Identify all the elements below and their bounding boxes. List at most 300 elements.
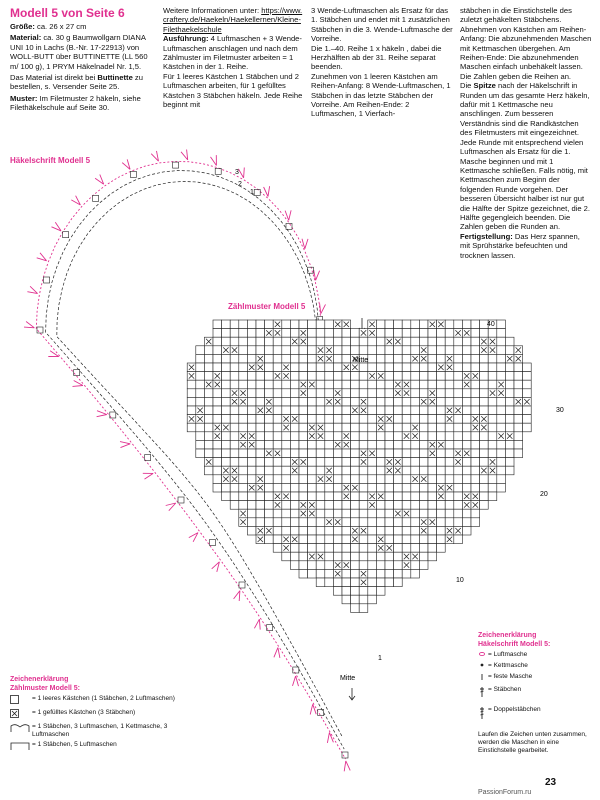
lace-border-square [145, 455, 151, 461]
grid-cell [385, 354, 394, 363]
grid-cell [497, 329, 506, 338]
grid-cell [394, 320, 403, 329]
grid-cell [462, 337, 471, 346]
grid-cell [256, 432, 265, 441]
grid-cell [471, 440, 480, 449]
grid-cell [394, 578, 403, 587]
grid-cell [316, 518, 325, 527]
grid-cell [187, 397, 196, 406]
grid-cell [308, 544, 317, 553]
lace-border-square [286, 223, 292, 229]
grid-cell [385, 518, 394, 527]
grid-cell [359, 501, 368, 510]
grid-cell [308, 329, 317, 338]
grid-cell [290, 483, 299, 492]
grid-cell [204, 389, 213, 398]
grid-cell [299, 354, 308, 363]
grid-cell [402, 449, 411, 458]
grid-cell [514, 380, 523, 389]
grid-cell [359, 475, 368, 484]
grid-cell [462, 423, 471, 432]
grid-cell [376, 501, 385, 510]
lace-fan [293, 676, 299, 686]
grid-cell [256, 346, 265, 355]
grid-cell [256, 449, 265, 458]
grid-cell [488, 372, 497, 381]
grid-cell [419, 492, 428, 501]
grid-cell [265, 432, 274, 441]
grid-cell [359, 483, 368, 492]
grid-cell [419, 458, 428, 467]
grid-cell [222, 389, 231, 398]
lace-fan [95, 175, 104, 185]
grid-cell [204, 406, 213, 415]
grid-cell [454, 518, 463, 527]
grid-cell [213, 337, 222, 346]
grid-cell [368, 380, 377, 389]
grid-cell [299, 406, 308, 415]
grid-cell [342, 458, 351, 467]
grid-cell [247, 458, 256, 467]
grid-cell [402, 535, 411, 544]
mitte-arrow [349, 688, 355, 700]
grid-cell [411, 458, 420, 467]
legend-right-title-1: Zeichenerklärung [478, 632, 537, 639]
grid-cell [196, 372, 205, 381]
grid-cell [368, 552, 377, 561]
grid-cell [402, 397, 411, 406]
grid-cell [411, 346, 420, 355]
grid-cell [359, 544, 368, 553]
grid-cell [213, 415, 222, 424]
grid-cell [308, 475, 317, 484]
grid-cell [282, 346, 291, 355]
grid-cell [428, 329, 437, 338]
grid-cell [402, 372, 411, 381]
col4-paragraph-3: Fertigstellung: Das Herz spannen, mit Sprühstärke befeuchten und trocknen lassen. [460, 231, 580, 260]
grid-cell [308, 346, 317, 355]
grid-cell [419, 372, 428, 381]
grid-cell [247, 449, 256, 458]
craftery-link[interactable]: https://www.craftery.de/Haekeln/Haekellernen/Kleine-Filethaekelschule [163, 6, 303, 34]
grid-cell [471, 337, 480, 346]
grid-cell [308, 483, 317, 492]
grid-cell [222, 320, 231, 329]
grid-cell [359, 380, 368, 389]
grid-cell [239, 475, 248, 484]
grid-cell [359, 363, 368, 372]
grid-cell [265, 389, 274, 398]
grid-cell [351, 449, 360, 458]
grid-cell [462, 346, 471, 355]
grid-cell [385, 346, 394, 355]
grid-cell [402, 526, 411, 535]
grid-cell [385, 526, 394, 535]
lace-fan [24, 322, 34, 328]
grid-cell [428, 501, 437, 510]
grid-cell [325, 552, 334, 561]
grid-cell [316, 483, 325, 492]
grid-cell [247, 415, 256, 424]
grid-cell [342, 449, 351, 458]
grid-cell [394, 544, 403, 553]
grid-cell [333, 458, 342, 467]
grid-cell [222, 440, 231, 449]
grid-cell [222, 329, 231, 338]
lace-border-square [44, 277, 50, 283]
grid-cell [505, 458, 514, 467]
grid-cell [351, 552, 360, 561]
grid-cell [445, 372, 454, 381]
grid-cell [445, 329, 454, 338]
grid-cell [316, 578, 325, 587]
grid-cell [505, 415, 514, 424]
grid-cell [385, 380, 394, 389]
grid-cell [437, 535, 446, 544]
grid-cell [480, 406, 489, 415]
grid-cell [316, 363, 325, 372]
grid-cell [402, 492, 411, 501]
grid-cell [368, 509, 377, 518]
grid-cell [213, 406, 222, 415]
grid-cell [196, 389, 205, 398]
grid-cell [342, 466, 351, 475]
grid-cell [290, 346, 299, 355]
mitte-bottom-label: Mitte [340, 675, 356, 682]
grid-cell [342, 578, 351, 587]
col3-paragraph-3: Zunehmen von 1 leeren Kästchen am Reihen-Anfang: 8 Wende-Luftmaschen, 1 Stäbchen in das letzte Stäbchen der Vorreihe. Am Reihen-Ende: 2 Luftmaschen, 1 Vierfach- [311, 71, 451, 119]
grid-cell [462, 440, 471, 449]
grid-cell [359, 337, 368, 346]
grid-cell [273, 518, 282, 527]
grid-cell [445, 492, 454, 501]
grid-cell [445, 509, 454, 518]
grid-cell [497, 475, 506, 484]
grid-cell [523, 406, 532, 415]
grid-cell [299, 483, 308, 492]
grid-cell [351, 544, 360, 553]
legend-item-bar: = 1 Stäbchen, 5 Luftmaschen [10, 741, 180, 754]
grid-cell [282, 337, 291, 346]
grid-cell [437, 415, 446, 424]
grid-cell [454, 432, 463, 441]
grid-cell [523, 380, 532, 389]
grid-cell [247, 372, 256, 381]
grid-cell [497, 449, 506, 458]
grid-cell [290, 518, 299, 527]
grid-cell [265, 380, 274, 389]
grid-cell [273, 544, 282, 553]
grid-cell [213, 363, 222, 372]
grid-cell [239, 458, 248, 467]
grid-cell [445, 389, 454, 398]
grid-cell [359, 389, 368, 398]
grid-cell [222, 415, 231, 424]
grid-cell [342, 346, 351, 355]
grid-cell [325, 363, 334, 372]
grid-cell [282, 380, 291, 389]
grid-cell [437, 501, 446, 510]
grid-cell [368, 544, 377, 553]
grid-cell [222, 354, 231, 363]
grid-cell [333, 535, 342, 544]
lace-fan [166, 503, 176, 511]
zaehlmuster-title: Zählmuster Modell 5 [228, 302, 306, 311]
grid-cell [488, 423, 497, 432]
double-arch-icon [10, 723, 30, 733]
grid-cell [376, 526, 385, 535]
grid-cell [497, 415, 506, 424]
grid-cell [368, 337, 377, 346]
grid-cell [471, 380, 480, 389]
grid-cell [394, 483, 403, 492]
grid-cell [471, 363, 480, 372]
grid-cell [351, 492, 360, 501]
grid-cell [411, 329, 420, 338]
lace-fan [151, 151, 158, 161]
grid-cell [256, 518, 265, 527]
grid-cell [462, 397, 471, 406]
grid-cell [454, 483, 463, 492]
grid-cell [273, 432, 282, 441]
lace-border-square [318, 710, 324, 716]
slip-stitch-icon [478, 662, 486, 668]
legend-left [10, 676, 180, 754]
grid-cell [351, 440, 360, 449]
grid-cell [419, 535, 428, 544]
grid-cell [462, 354, 471, 363]
grid-cell [247, 518, 256, 527]
grid-cell [256, 440, 265, 449]
grid-cell [351, 397, 360, 406]
grid-cell [419, 415, 428, 424]
grid-cell [273, 380, 282, 389]
grid-cell [333, 475, 342, 484]
grid-cell [419, 406, 428, 415]
grid-cell [385, 423, 394, 432]
grid-cell [265, 466, 274, 475]
legend-item-filled: = 1 gefülltes Kästchen (3 Stäbchen) [10, 709, 180, 721]
grid-cell [299, 569, 308, 578]
grid-cell [359, 561, 368, 570]
filled-square-icon [10, 709, 20, 718]
grid-cell [480, 397, 489, 406]
grid-cell [514, 389, 523, 398]
grid-cell [480, 483, 489, 492]
grid-cell [342, 501, 351, 510]
grid-cell [282, 458, 291, 467]
grid-cell [308, 526, 317, 535]
grid-cell [213, 320, 222, 329]
grid-cell [505, 423, 514, 432]
grid-cell [325, 415, 334, 424]
grid-cell [325, 535, 334, 544]
grid-cell [239, 363, 248, 372]
grid-cell [428, 544, 437, 553]
grid-cell [316, 501, 325, 510]
grid-cell [351, 587, 360, 596]
grid-cell [394, 397, 403, 406]
grid-cell [282, 518, 291, 527]
page-title: Modell 5 von Seite 6 [10, 6, 125, 20]
grid-cell [351, 475, 360, 484]
grid-cell [497, 346, 506, 355]
grid-cell [480, 354, 489, 363]
grid-cell [471, 518, 480, 527]
grid-cell [454, 466, 463, 475]
bar-arch-icon [10, 741, 30, 751]
grid-cell [342, 337, 351, 346]
grid-cell [351, 389, 360, 398]
grid-cell [196, 363, 205, 372]
legend-left-title-2: Zählmuster Modell 5: [10, 684, 81, 692]
grid-cell [273, 458, 282, 467]
grid-cell [325, 380, 334, 389]
grid-cell [333, 415, 342, 424]
grid-cell [239, 492, 248, 501]
grid-cell [445, 337, 454, 346]
grid-cell [290, 380, 299, 389]
grid-cell [385, 363, 394, 372]
grid-cell [316, 535, 325, 544]
grid-cell [308, 518, 317, 527]
grid-cell [376, 475, 385, 484]
lace-border-square [74, 370, 80, 376]
grid-cell [230, 492, 239, 501]
grid-cell [213, 346, 222, 355]
grid-cell [359, 587, 368, 596]
grid-cell [428, 458, 437, 467]
grid-cell [394, 475, 403, 484]
grid-cell [290, 526, 299, 535]
grid-cell [256, 389, 265, 398]
grid-cell [497, 406, 506, 415]
grid-cell [437, 432, 446, 441]
grid-cell [204, 415, 213, 424]
legend-note: Laufen die Zeichen unten zusammen, werden die Maschen in eine Einstichstelle gearbeitet. [478, 731, 587, 754]
grid-cell [316, 380, 325, 389]
grid-cell [265, 363, 274, 372]
grid-cell [368, 397, 377, 406]
grid-cell [333, 501, 342, 510]
grid-cell [333, 423, 342, 432]
round-label-2: 2 [238, 181, 242, 188]
grid-cell [376, 406, 385, 415]
grid-cell [428, 509, 437, 518]
grid-cell [462, 406, 471, 415]
grid-cell [368, 346, 377, 355]
grid-cell [265, 501, 274, 510]
lace-border-square [130, 171, 136, 177]
grid-cell [265, 372, 274, 381]
grid-cell [514, 415, 523, 424]
grid-cell [282, 552, 291, 561]
grid-cell [462, 466, 471, 475]
grid-cell [247, 423, 256, 432]
grid-cell [247, 397, 256, 406]
grid-cell [376, 466, 385, 475]
grid-cell [299, 363, 308, 372]
grid-cell [514, 406, 523, 415]
grid-cell [445, 397, 454, 406]
grid-cell [230, 406, 239, 415]
col3-paragraph-1: 3 Wende-Luftmaschen als Ersatz für das 1. Stäbchen und endet mit 1 zusätzlichen Stäbchen in die 3. Wende-Luftmasche der Vorreihe. [311, 6, 453, 44]
grid-cell [437, 466, 446, 475]
grid-cell [230, 415, 239, 424]
round-label-1: 1 [250, 189, 254, 196]
grid-cell [282, 320, 291, 329]
grid-cell [419, 501, 428, 510]
grid-cell [325, 544, 334, 553]
grid-cell [497, 337, 506, 346]
grid-cell [471, 458, 480, 467]
row-label-10: 10 [456, 577, 464, 584]
lace-fan [48, 351, 59, 357]
grid-cell [204, 372, 213, 381]
grid-cell [265, 337, 274, 346]
grid-cell [299, 449, 308, 458]
grid-cell [411, 501, 420, 510]
grid-cell [445, 346, 454, 355]
grid-cell [239, 501, 248, 510]
grid-cell [411, 337, 420, 346]
grid-cell [333, 346, 342, 355]
grid-cell [325, 578, 334, 587]
grid-cell [308, 337, 317, 346]
grid-cell [204, 440, 213, 449]
grid-cell [299, 372, 308, 381]
grid-cell [462, 320, 471, 329]
grid-cell [239, 329, 248, 338]
grid-cell [402, 329, 411, 338]
grid-cell [402, 544, 411, 553]
grid-cell [230, 372, 239, 381]
grid-cell [445, 432, 454, 441]
grid-cell [454, 535, 463, 544]
grid-cell [282, 329, 291, 338]
grid-cell [505, 363, 514, 372]
grid-cell [376, 337, 385, 346]
grid-cell [497, 354, 506, 363]
grid-cell [265, 423, 274, 432]
grid-cell [411, 544, 420, 553]
grid-cell [488, 415, 497, 424]
grid-cell [230, 320, 239, 329]
grid-cell [273, 363, 282, 372]
grid-cell [368, 526, 377, 535]
lace-border-square [254, 189, 260, 195]
grid-cell [333, 509, 342, 518]
grid-cell [454, 440, 463, 449]
grid-cell [471, 432, 480, 441]
grid-cell [462, 483, 471, 492]
grid-cell [480, 372, 489, 381]
grid-cell [222, 458, 231, 467]
grid-cell [359, 595, 368, 604]
grid-cell [359, 552, 368, 561]
round-label-3: 3 [235, 169, 239, 176]
grid-cell [428, 526, 437, 535]
grid-cell [247, 329, 256, 338]
grid-cell [256, 466, 265, 475]
grid-cell [308, 415, 317, 424]
grid-cell [376, 483, 385, 492]
grid-cell [273, 483, 282, 492]
grid-cell [454, 475, 463, 484]
grid-cell [376, 363, 385, 372]
grid-cell [471, 483, 480, 492]
grid-cell [230, 423, 239, 432]
